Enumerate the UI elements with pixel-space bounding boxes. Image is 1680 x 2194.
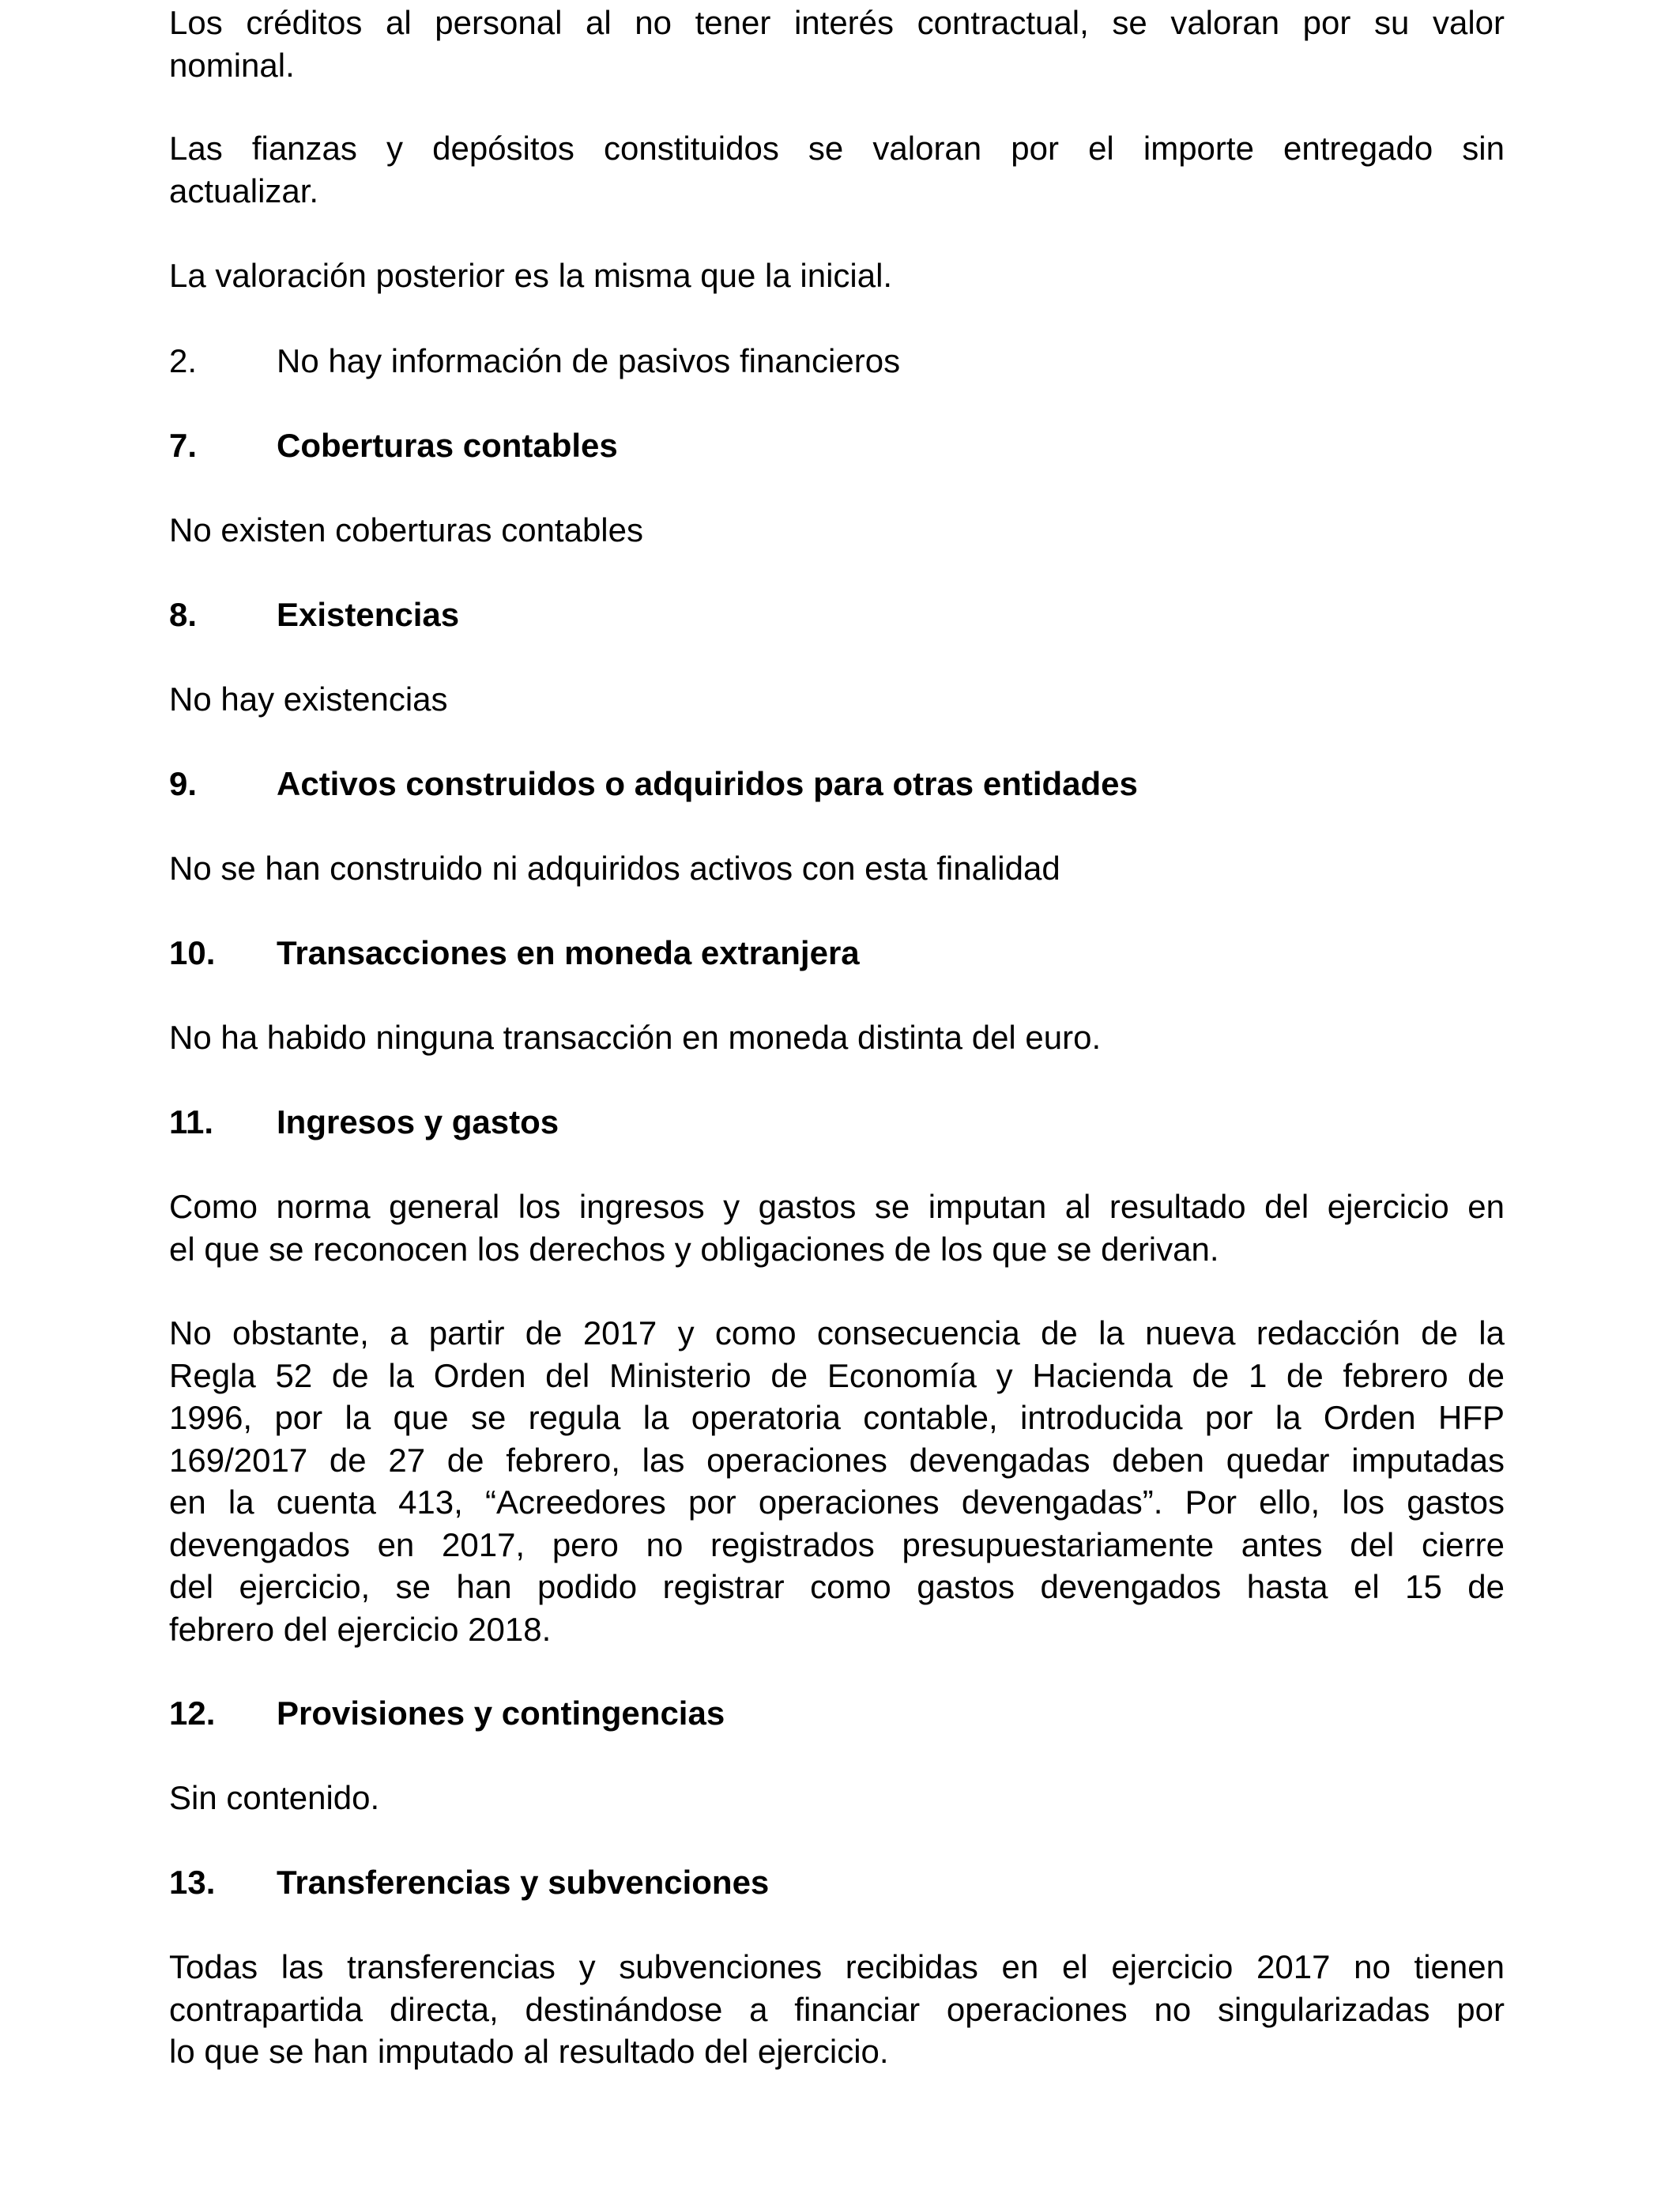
text-line: lo que se han imputado al resultado del ejercicio.	[169, 2033, 889, 2070]
section-number: 10.	[169, 934, 216, 971]
text-line: 169/2017 de 27 de febrero, las operaciones devengadas deben quedar imputadas	[169, 1441, 1505, 1479]
section-title: Transacciones en moneda extranjera	[277, 934, 860, 971]
paragraph-valoracion-posterior: La valoración posterior es la misma que la inicial.	[169, 257, 893, 294]
section-number: 8.	[169, 596, 198, 633]
paragraph-creditos-personal	[169, 2, 1505, 86]
paragraph-no-obstante	[169, 1312, 1505, 1650]
text-line: Las fianzas y depósitos constituidos se valoran por el importe entregado sin	[169, 130, 1505, 167]
section-heading-ingresos-gastos	[169, 1101, 1505, 1144]
section-title: Existencias	[277, 596, 460, 633]
text-line: No obstante, a partir de 2017 y como consecuencia de la nueva redacción de la	[169, 1314, 1505, 1351]
section-body-moneda-extranjera: No ha habido ninguna transacción en moneda distinta del euro.	[169, 1019, 1102, 1056]
text-line: actualizar.	[169, 172, 319, 209]
text-line: Regla 52 de la Orden del Ministerio de Economía y Hacienda de 1 de febrero de	[169, 1356, 1505, 1394]
list-number: 2.	[169, 342, 198, 379]
section-title: Provisiones y contingencias	[277, 1695, 725, 1732]
text-line: Todas las transferencias y subvenciones recibidas en el ejercicio 2017 no tienen	[169, 1948, 1505, 1985]
text-line: del ejercicio, se han podido registrar como gastos devengados hasta el 15 de	[169, 1568, 1505, 1605]
text-line: contrapartida directa, destinándose a financiar operaciones no singularizadas por	[169, 1990, 1505, 2028]
text-line: febrero del ejercicio 2018.	[169, 1610, 552, 1648]
text-line: nominal.	[169, 46, 295, 84]
section-heading-existencias	[169, 594, 1505, 636]
section-heading-activos-construidos	[169, 763, 1505, 805]
section-title: Transferencias y subvenciones	[277, 1864, 770, 1901]
section-number: 11.	[169, 1103, 214, 1140]
section-title: Ingresos y gastos	[277, 1103, 559, 1140]
section-heading-coberturas	[169, 424, 1505, 467]
section-number: 9.	[169, 765, 198, 802]
section-body-existencias: No hay existencias	[169, 680, 448, 718]
paragraph-transferencias-subvenciones	[169, 1946, 1505, 2073]
text-line: el que se reconocen los derechos y obligaciones de los que se derivan.	[169, 1230, 1219, 1268]
section-heading-transferencias	[169, 1861, 1505, 1904]
text-line: Los créditos al personal al no tener interés contractual, se valoran por su valor	[169, 4, 1505, 41]
list-item-text: No hay información de pasivos financieros	[277, 342, 901, 379]
section-heading-moneda-extranjera	[169, 932, 1505, 974]
list-item-pasivos	[169, 340, 1505, 383]
text-line: en la cuenta 413, “Acreedores por operaciones devengadas”. Por ello, los gastos	[169, 1483, 1505, 1521]
text-line: devengados en 2017, pero no registrados presupuestariamente antes del cierre	[169, 1525, 1505, 1563]
section-body-provisiones: Sin contenido.	[169, 1779, 380, 1816]
paragraph-norma-general	[169, 1186, 1505, 1270]
section-title: Activos construidos o adquiridos para otras entidades	[277, 765, 1138, 802]
section-heading-provisiones	[169, 1692, 1505, 1735]
section-body-coberturas: No existen coberturas contables	[169, 511, 643, 548]
section-number: 12.	[169, 1695, 216, 1732]
paragraph-fianzas-depositos	[169, 127, 1505, 212]
section-title: Coberturas contables	[277, 427, 618, 464]
text-line: 1996, por la que se regula la operatoria contable, introducida por la Orden HFP	[169, 1399, 1505, 1436]
section-body-activos-construidos: No se han construido ni adquiridos activos con esta finalidad	[169, 850, 1060, 887]
section-number: 13.	[169, 1864, 216, 1901]
section-number: 7.	[169, 427, 198, 464]
text-line: Como norma general los ingresos y gastos se imputan al resultado del ejercicio en	[169, 1188, 1505, 1225]
